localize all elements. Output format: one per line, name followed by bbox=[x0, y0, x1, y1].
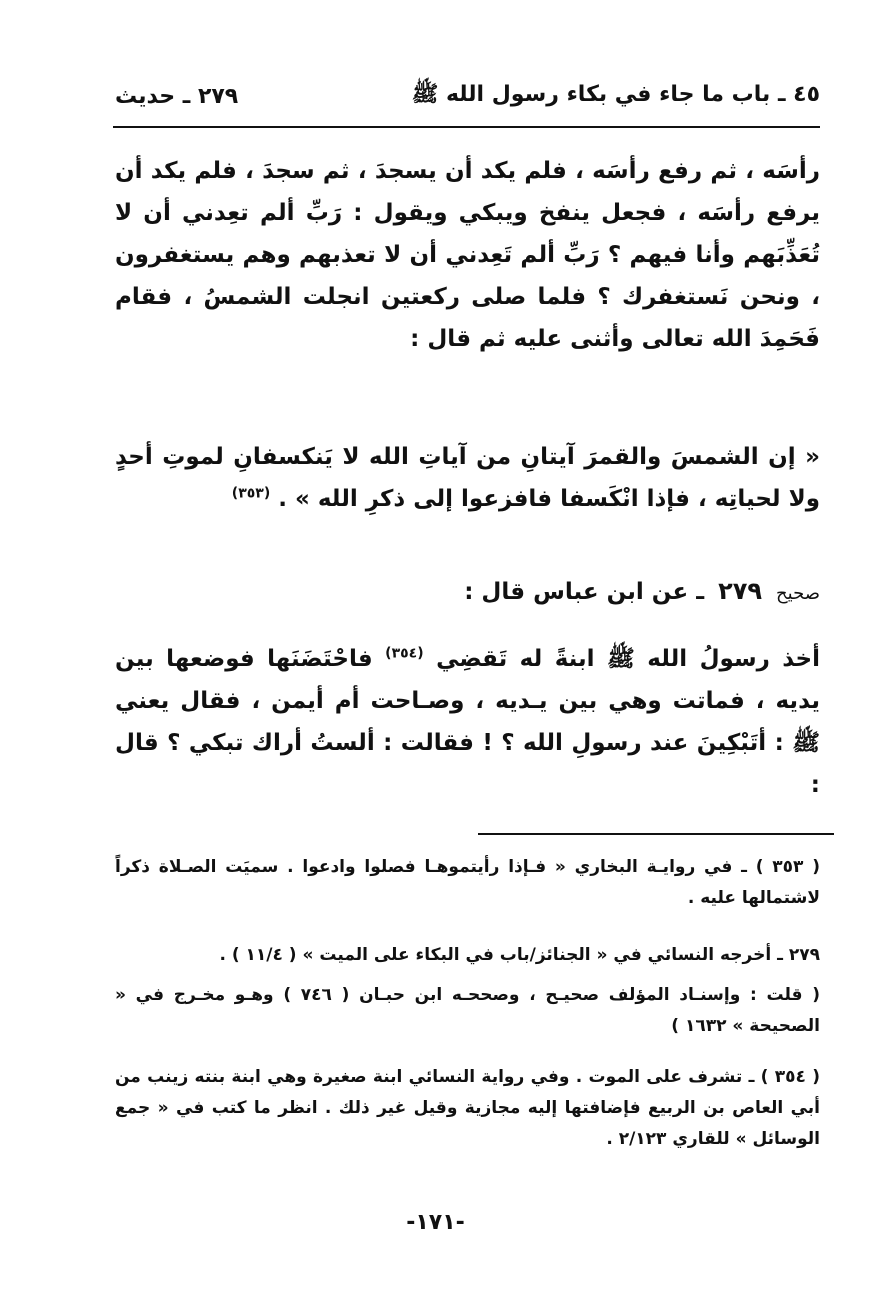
page-number: -١٧١- bbox=[406, 1210, 465, 1235]
footnote-rule bbox=[478, 833, 834, 835]
chapter-title: ٤٥ ـ باب ما جاء في بكاء رسول الله ﷺ bbox=[411, 82, 820, 107]
footnote-354: ( ٣٥٤ ) ـ تشرف على الموت . وفي رواية النسائي ابنة صغيرة وهي ابنة بنته زينب من أبي العاص بن الربيع فإضافتها إليه مجازية وقيل غير ذلك . انظر ما كتب في « جمع الوسائل » للقاري ٢/١٢٣ . bbox=[115, 1067, 820, 1149]
header-rule bbox=[113, 126, 820, 128]
hadith-text-part1: أخذ رسولُ الله ﷺ ابنةً له تَقضِي bbox=[436, 646, 821, 672]
hadith-range: ٢٧٩ ـ حديث bbox=[115, 83, 239, 109]
hadith-number: ٢٧٩ bbox=[718, 577, 763, 605]
hadith-grade: صحيح bbox=[776, 583, 820, 604]
footnote-ref-354: (٣٥٤) bbox=[385, 645, 424, 662]
footnote-353: ( ٣٥٣ ) ـ في روايـة البخاري « فـإذا رأيتموهـا فصلوا وادعوا . سميَت الصـلاة ذكراً لاشتمالها عليه . bbox=[115, 857, 820, 908]
paragraph-continuation: رأسَه ، ثم رفع رأسَه ، فلم يكد أن يسجدَ ، ثم سجدَ ، فلم يكد أن يرفع رأسَه ، فجعل ينفخ ويبكي ويقول : رَبِّ ألم تعِدني أن لا تُعَذِّبَهم وأنا فيهم ؟ رَبِّ ألم تَعِدني أن لا تعذبهم وهم يستغفرون ، ونحن نَستغفرك ؟ فلما صلى ركعتين انجلت الشمسُ ، فقام فَحَمِدَ الله تعالى وأثنى عليه ثم قال : bbox=[115, 158, 820, 352]
hadith-text bbox=[115, 638, 820, 806]
prophetic-saying bbox=[115, 436, 820, 520]
hadith-narrator: ـ عن ابن عباس قال : bbox=[464, 579, 705, 605]
footnote-ref-353: (٣٥٣) bbox=[231, 485, 271, 502]
running-header bbox=[115, 76, 820, 116]
footnote-authentication: ( قلت : وإسنـاد المؤلف صحيـح ، وصححـه ابن حبـان ( ٧٤٦ ) وهـو مخـرج في « الصحيحة » ١٦٣٢ ) bbox=[115, 985, 820, 1036]
footnote-279: ٢٧٩ ـ أخرجه النسائي في « الجنائز/باب في البكاء على الميت » ( ١١/٤ ) . bbox=[219, 945, 820, 965]
hadith-text-part2: فاحْتَضَنَها فوضعها بين يديه ، فماتت وهي بين يـديه ، وصـاحت أم أيمن ، فقال يعني ﷺ : أتَبْكِينَ عند رسولِ الله ؟ ! فقالت : ألستُ أراك تبكي ؟ قال : bbox=[115, 646, 820, 798]
saying-text: « إن الشمسَ والقمرَ آيتانِ من آياتِ الله لا يَنكسفانِ لموتِ أحدٍ ولا لحياتِه ، فإذا انْكَسفا فافزعوا إلى ذكرِ الله » . bbox=[115, 444, 820, 512]
hadith-heading bbox=[115, 570, 820, 615]
